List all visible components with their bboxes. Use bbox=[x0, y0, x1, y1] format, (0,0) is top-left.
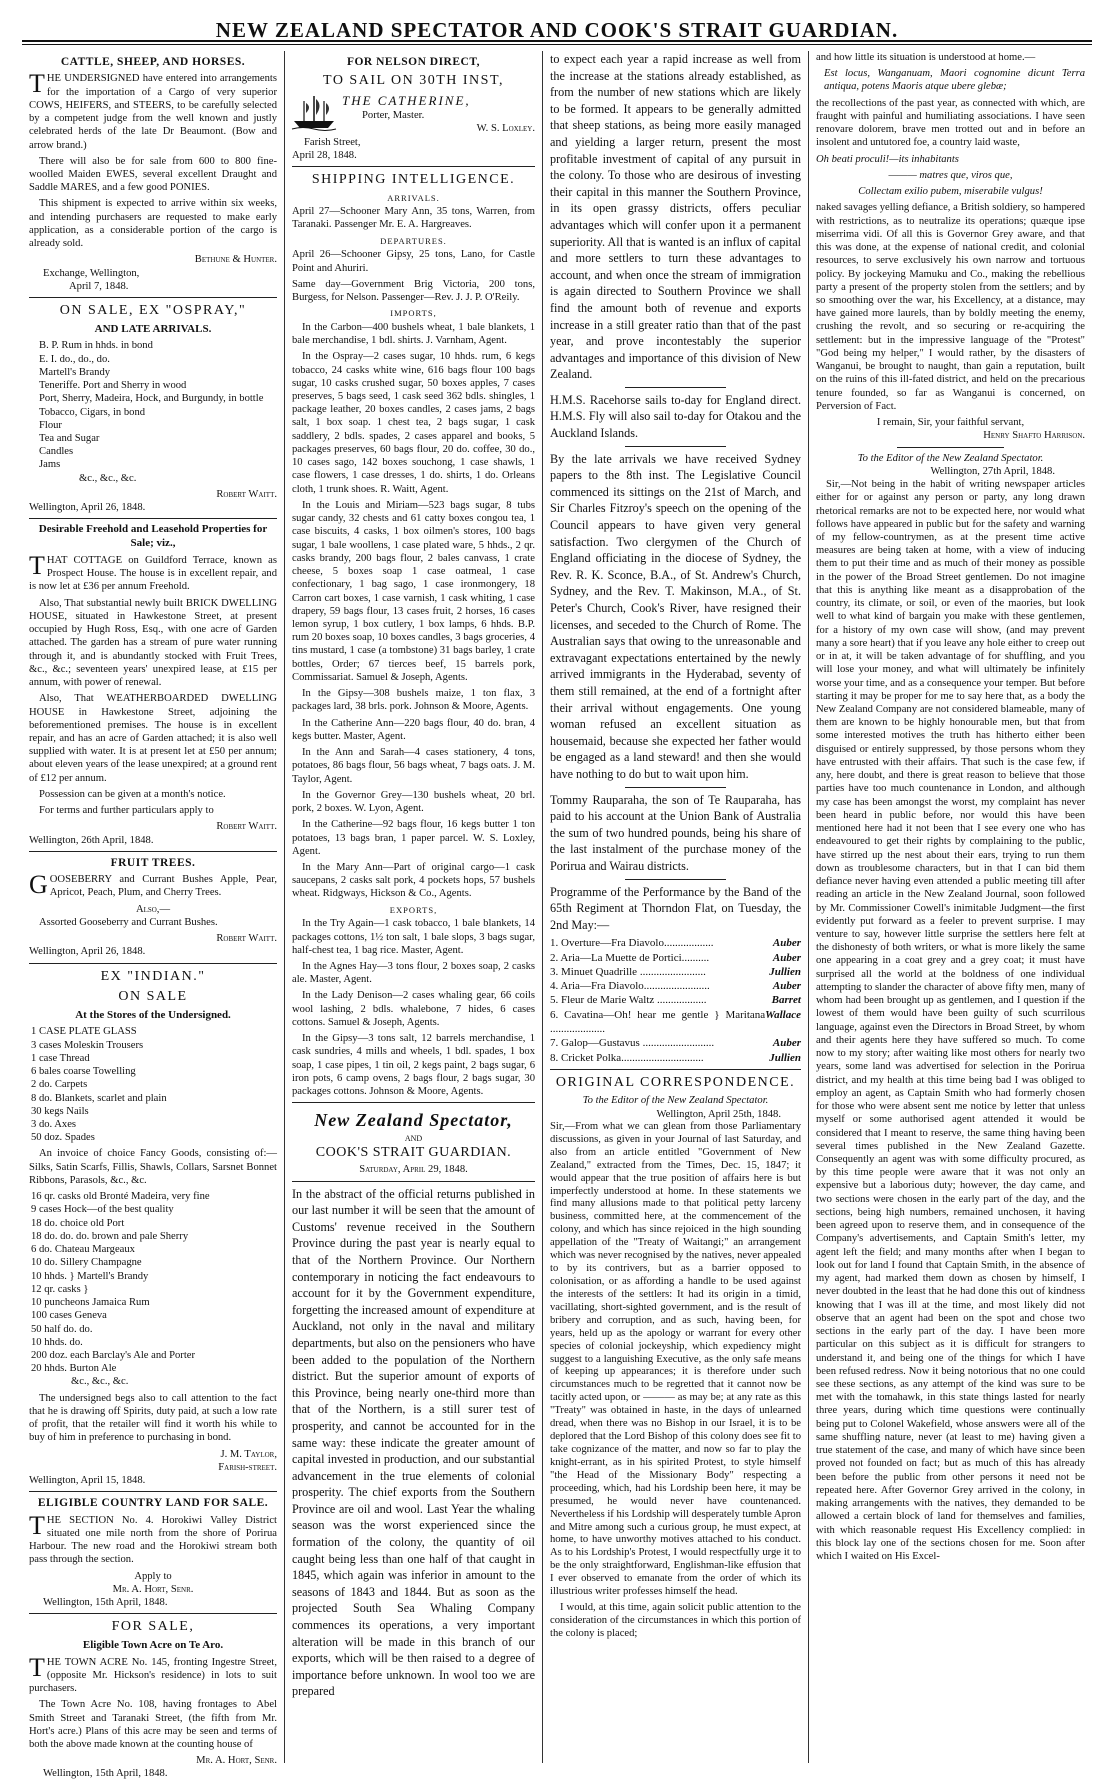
list-item: Candles bbox=[39, 446, 74, 458]
letter-date: Wellington, April 25th, 1848. bbox=[656, 1108, 781, 1120]
letter-body: naked savages yelling defiance, a British soldiery, so hampered with restrictions, as to neutralize its operations; quæque ipse miserrima vidi. Of all this is Governor Grey aware, and that this was done, at the expense of national credit, and colonial resources, to serve exclusively his own narrow and tortuous policy. By jockeying Mamuku and Co., making the rebellious party a present of the property stolen from the settlers; and by so smoothing over the war, his Excellency, at a distance, may have gained more laurels, than by boldly meeting the enemy, crushing the revolt, and so securing or re-acquiring the settlement: but in the impressive language of the "Protest" "God being my helper," I would rather, by the disasters of Wanganui, be brought to naught, than gain a reputation, built on the ruins of this ill-fated district, and held on the precarious tenure founded, so far as Wanganui is concerned, on Perversion of Fact. bbox=[816, 202, 1085, 412]
list-item: B. P. Rum in hhds. in bond bbox=[39, 340, 153, 352]
section-subhead: IMPORTS, bbox=[390, 308, 437, 319]
shipping-entry: In the Ann and Sarah—4 cases stationery, 4 tons, potatoes, 86 bags flour, 56 bags wheat, 7 bags oats. J. M. Taylor, Agent. bbox=[292, 747, 535, 785]
ad-date: Wellington, April 26, 1848. bbox=[29, 502, 146, 514]
divider bbox=[897, 447, 1005, 448]
ad-body: THAT COTTAGE on Guildford Terrace, known as Prospect House. The house is in excellent repair, and is now let at £36 per annum Freehold. bbox=[29, 550, 277, 593]
list-item: &c., &c., &c. bbox=[79, 472, 137, 484]
letter-signature: Henry Shafto Harrison. bbox=[983, 430, 1085, 442]
programme-composer: Wallace bbox=[765, 1008, 801, 1021]
shipping-entry: In the Ospray—2 cases sugar, 10 hhds. rum, 6 kegs tobacco, 24 casks white wine, 616 bags flour 100 bags sugar, 10 casks crushed sugar, 50 boxes apples, 7 cases preserves, 5 bags seed, 1 cask seed 362 bdls. shingles, 1 package leather, 20 boxes candles, 2 cases jams, 2 bags salt, 1 box soap. 1 chest tea, 2 bags sugar, 1 cask saddlery, 2 bdls. spades, 2 cases apparel and books, 5 packages preserves, 60 bags flour, 20 do. coffee, 30 do., 10 cases sago, 142 boxes souchong, 1 case shawls, 1 case flowers, 1 case dresses, 1 do. shirts, 1 do. Orleans cloth, 1 trunk shoes. R. Waitt, Agent. bbox=[292, 351, 535, 495]
ad-title: CATTLE, SHEEP, AND HORSES. bbox=[60, 56, 246, 68]
ad-subtitle: Eligible Town Acre on Te Aro. bbox=[82, 1638, 224, 1651]
divider bbox=[292, 166, 535, 167]
divider bbox=[625, 387, 725, 388]
ad-body: For terms and further particulars apply to bbox=[39, 805, 214, 817]
programme-composer: Auber bbox=[772, 1037, 801, 1050]
letter-address: To the Editor of the New Zealand Spectator. bbox=[857, 452, 1044, 464]
ad-body: Also, That WEATHERBOARDED DWELLING HOUSE in Hawkestone Street, adjoining the beforementioned premises. The house is in excellent repair, and has an acre of Garden attached; it is also well supplied with water. It is at present let at £50 per annum; about eleven years of the lease unexpired; at a ground rent of £12 per annum. bbox=[29, 693, 277, 784]
shipping-entry: In the Gipsy—308 bushels maize, 1 ton flax, 3 packages lard, 38 brls. pork. Johnson & Moore, Agents. bbox=[292, 688, 535, 713]
ship-icon bbox=[292, 93, 336, 131]
shipping-entry: In the Agnes Hay—3 tons flour, 2 boxes soap, 2 casks ale. Master, Agent. bbox=[292, 961, 535, 986]
list-item: 10 do. Sillery Champagne bbox=[31, 1257, 142, 1269]
shipping-entry: In the Mary Ann—Part of original cargo—1 cask saucepans, 2 casks salt pork, 4 pockets hops, 57 bushels wheat. Ridgways, Hickson & Co., Agents. bbox=[292, 861, 535, 900]
ad-body: There will also be for sale from 600 to 800 fine-woolled Maiden EWES, several excellent Draught and Saddle MARES, and a few good PONIES. bbox=[29, 155, 277, 194]
list-item: 6 do. Chateau Margeaux bbox=[31, 1244, 135, 1256]
list-item: 200 doz. each Barclay's Ale and Porter bbox=[31, 1350, 195, 1361]
ship-master: Porter, Master. bbox=[362, 110, 425, 122]
list-item: 12 qr. casks } bbox=[31, 1283, 89, 1295]
ad-title: EX "INDIAN." bbox=[100, 968, 206, 984]
divider bbox=[29, 297, 277, 298]
list-item: 3 cases Moleskin Trousers bbox=[31, 1039, 144, 1051]
programme-composer: Auber bbox=[772, 937, 801, 950]
correspondence bbox=[550, 1074, 801, 1641]
programme-item bbox=[550, 951, 801, 965]
list-item: 20 hhds. Burton Ale bbox=[31, 1363, 117, 1375]
list-item: 18 do. choice old Port bbox=[31, 1217, 125, 1229]
shipping-entry: In the Try Again—1 cask tobacco, 1 bale blankets, 14 packages cottons, 1½ ton salt, 1 bale slops, 3 bags sugar, half-chest tea, 1 bag rice. Master, Agent. bbox=[292, 918, 535, 956]
divider bbox=[625, 787, 725, 788]
shipping-entry: Same day—Government Brig Victoria, 200 tons, Burgess, for Nelson. Passenger—Rev. J. J. P. O'Reily. bbox=[292, 278, 535, 303]
ad-signature: Mr. A. Hort, Senr. bbox=[196, 1755, 277, 1767]
ad-body: Also, That substantial newly built BRICK DWELLING HOUSE, situated in Hawkestone Street, at present occupied by Hugh Ross, Esq., with one acre of Garden attached. The garden has a stream of pure water running through it, and is abundantly stocked with Fruit Trees, &c., &c.; seventeen years' unexpired lease, at £15 per annum, with power of renewal. bbox=[29, 597, 277, 689]
ad-signature: Farish-street. bbox=[218, 1461, 277, 1473]
programme-title: 4. Aria—Fra Diavolo........................ bbox=[550, 980, 710, 993]
list-item: Flour bbox=[39, 419, 62, 431]
ad-body: This shipment is expected to arrive within six weeks, and intending purchasers are requested to make early application, as a considerable portion of the cargo is already sold. bbox=[29, 198, 277, 250]
latin-quote: Est locus, Wanganuam, Maori cognomine dicunt Terra antiqua, potens Maoris atque ubere glebæ; bbox=[824, 68, 1085, 93]
ad-date: Wellington, 15th April, 1848. bbox=[43, 1768, 168, 1780]
column-1 bbox=[22, 51, 284, 1780]
ad-body: The undersigned begs also to call attention to the fact that he is drawing off Spirits, duty paid, at such a low rate of profit, that the retailer will find it worth his while to buy of him in preference to purchasing in bond. bbox=[29, 1392, 277, 1444]
programme-item bbox=[550, 979, 801, 993]
section-subhead: EXPORTS, bbox=[389, 904, 438, 915]
section-title: SHIPPING INTELLIGENCE. bbox=[311, 172, 516, 188]
list-item: 10 hhds. do. bbox=[31, 1336, 83, 1348]
ad-also: Also,— bbox=[135, 903, 171, 915]
list-item: 6 bales coarse Towelling bbox=[31, 1066, 136, 1078]
list-item: 8 do. Blankets, scarlet and plain bbox=[31, 1092, 167, 1104]
divider bbox=[29, 851, 277, 852]
ad-date: April 28, 1848. bbox=[292, 149, 357, 161]
ad-body: An invoice of choice Fancy Goods, consisting of:—Silks, Satin Scarfs, Fillis, Shawls, Collars, Sarsnet Bonnet Ribbons, Parasols, &c., &c. bbox=[29, 1148, 277, 1186]
ad-te-aro bbox=[29, 1618, 277, 1780]
ad-body: THE TOWN ACRE No. 145, fronting Ingestre Street, (opposite Mr. Hickson's residence) in lots to suit purchasers. bbox=[29, 1652, 277, 1695]
list-item: &c., &c., &c. bbox=[71, 1376, 129, 1388]
programme-composer: Barret bbox=[771, 994, 801, 1007]
programme-title: 6. Cavatina—Oh! hear me gentle } Maritana .................... bbox=[550, 1008, 766, 1036]
programme-title: 5. Fleur de Marie Waltz .................. bbox=[550, 994, 707, 1007]
list-item: 100 cases Geneva bbox=[31, 1310, 107, 1322]
letter-continued: and how little its situation is understood at home.— bbox=[816, 52, 1036, 63]
programme-composer: Jullien bbox=[769, 1051, 801, 1064]
list-item: 10 puncheons Jamaica Rum bbox=[31, 1297, 150, 1309]
divider bbox=[29, 1491, 277, 1492]
list-item: 16 qr. casks old Bronté Madeira, very fine bbox=[31, 1191, 210, 1203]
shipping-entry: In the Governor Grey—130 bushels wheat, 20 brl. pork, 2 boxes. W. Lyon, Agent. bbox=[292, 789, 535, 815]
section-subhead: ARRIVALS. bbox=[387, 192, 440, 203]
shipping-entry: In the Catherine Ann—220 bags flour, 40 do. bran, 4 kegs butter. Master, Agent. bbox=[292, 717, 535, 742]
news-item: By the late arrivals we have received Sydney papers to the 8th inst. The Legislative Council commenced its sittings on the 21st of March, and Sir Charles Fitzroy's speech on the opening of the Council appears to have given very general satisfaction. Two clergymen of the Church of England officiating in the diocese of Sydney, the Rev. R. K. Sconce, B.A., of St. Andrew's Church, Sydney, and the Rev. T. Makinson, M.A., of St. Peter's Church, Cook's River, have resigned their licenses, and seceded to the Church of Rome. The Australian says that owing to the unreasonable and extravagant expectations entertained by the newly arrived immigrants in the Hyderabad, seventy of them still remained, at the end of a fortnight after their arrival without engagements. One young woman refused an excellent situation as housemaid, because she expected her father would be engaged as a land steward! and then she would have nothing to do but to wait upon him. bbox=[550, 451, 801, 781]
nameplate-subtitle: COOK'S STRAIT GUARDIAN. bbox=[315, 1144, 512, 1160]
ad-signature: Bethune & Hunter. bbox=[194, 254, 277, 266]
ad-indian bbox=[29, 968, 277, 1488]
ad-country-land bbox=[29, 1496, 277, 1609]
list-item: 18 do. do. do. brown and pale Sherry bbox=[31, 1230, 189, 1242]
news-item: H.M.S. Racehorse sails to-day for England direct. H.M.S. Fly will also sail to-day for Otakou and the Auckland Islands. bbox=[550, 392, 801, 441]
ad-signature: Robert Waitt. bbox=[216, 821, 277, 833]
ad-date: Wellington, 15th April, 1848. bbox=[43, 1597, 168, 1609]
ad-ospray bbox=[29, 302, 277, 514]
ad-cattle bbox=[29, 55, 277, 293]
news-item: Tommy Rauparaha, the son of Te Rauparaha, has paid to his account at the Union Bank of Australia the sum of two hundred pounds, being his share of the last instalment of the purchase money of the Porirua and Wairau districts. bbox=[550, 792, 801, 873]
ad-date: Wellington, 26th April, 1848. bbox=[29, 834, 154, 846]
ad-subtitle: At the Stores of the Undersigned. bbox=[75, 1008, 231, 1021]
ad-freehold bbox=[29, 523, 277, 846]
divider bbox=[625, 446, 725, 447]
list-item: 1 CASE PLATE GLASS bbox=[31, 1026, 137, 1038]
ad-apply: Apply to bbox=[134, 1570, 172, 1582]
list-item: 1 case Thread bbox=[31, 1052, 90, 1064]
ad-title: FOR SALE, bbox=[111, 1619, 195, 1635]
shipping-entry: In the Lady Denison—2 cases whaling gear, 66 coils wool lashing, 2 bdls. whalebone, 7 hides, 6 cases cottons. Samuel & Joseph, Agents. bbox=[292, 990, 535, 1028]
ad-date: April 7, 1848. bbox=[69, 280, 129, 292]
shipping-entry: April 27—Schooner Mary Ann, 35 tons, Warren, from Taranaki. Passenger Mr. E. A. Hargreaves. bbox=[292, 206, 535, 231]
list-item: Port, Sherry, Madeira, Hock, and Burgundy, in bottle bbox=[39, 393, 264, 405]
list-item: 50 doz. Spades bbox=[31, 1132, 95, 1144]
list-item: 50 half do. do. bbox=[31, 1323, 93, 1335]
letter-closing: I remain, Sir, your faithful servant, bbox=[876, 417, 1025, 429]
ad-title: ELIGIBLE COUNTRY LAND FOR SALE. bbox=[37, 1497, 269, 1510]
letter-address: To the Editor of the New Zealand Spectator. bbox=[582, 1095, 769, 1107]
shipping-intelligence bbox=[292, 171, 535, 1098]
divider bbox=[29, 1613, 277, 1614]
divider bbox=[550, 1069, 801, 1070]
ad-signature: Mr. A. Hort, Senr. bbox=[112, 1583, 194, 1595]
ad-address: Farish Street, bbox=[304, 136, 361, 148]
ad-item-list bbox=[29, 1190, 277, 1389]
programme-list bbox=[550, 936, 801, 1065]
programme-item bbox=[550, 965, 801, 979]
programme-item bbox=[550, 936, 801, 950]
ship-notice bbox=[292, 93, 535, 136]
letter-body: Sir,—Not being in the habit of writing newspaper articles either for or against any person or party, any long drawn rhetorical remarks are not to be expected here, nor would what follows have appeared in public but for the safety and warning of my fellow-countrymen, as at the present time active measures are being taken at home, with a view of inducing them to put their time and as much of their money as possible in the power of the Broad Street gentlemen. Do not imagine that this is anything like meant as a disapprobation of the country, its climate, or soil, or even of the maories, but look well to what kind of bargain you make with these gentlemen, for a history of my own case will show, (and may prevent many a sore heart) that if you leave any hole either to creep out or in at, it will be taken advantage of for shuffling, and you will lose your money, and what will ultimately be infinitely worse your time, and as a consequence your temper. But before starting it may be proper for me to say here that, as a body the New Zealand Company are not considered blameable, many of them are known to be highly honourable men, but that from some interested motives the truth has hitherto either been disguised or entirely suppressed, by those persons whom they have entrusted with their affairs. That such is the case few, if any, here doubt, and there is great reason to believe that those parties have too much countenance in London, and although my case has been amongst the worst, my complaint has never been heard in public before, nor would this have been mentioned here had it not been that I see every one who has endeavoured to get their rights by complaining to the public, have stirred up the nest about their ears, trying to run them down as troublesome characters, but in that I can bid them defiance never having even attended a public meeting till after reading an article in the New Zealand Journal, soon followed by Mr. Commissioner Cowell's inimitable Judgment—the first evidently put forward as a feeler to prevent surprise. I may venture to say, however little surprise the settlers here felt at the dishonesty of both writers, or what is more likely the same one appearing in a coat grey and a grey coat; it must have surprised all the world at the boldness of one individual attempting to slander the character of above fifty men, many of whom had been brought up as gentlemen, and I question if the lowest of them would have been guilty of such scurrilous language, against even the Directors in Broad Street, by whom and their agents here they have suffered so much. To come now to my story; after waiting like most others for nearly two years, some land was advertised for selection in the Porirua district, and my health at this time being bad I was obliged to employ an agent, as Captain Smith who had formerly chosen for those who were absent sent me notice by letter that unless myself or some authorised agent attended it would be considered that I meant to reserve, the same thing having been several times published in the New Zealand Gazette. Consequently an agent was with some difficulty procured, as by this time people were aware that it was not only an expensive but a laborious duty; however, the day came, and two sections were chosen in the early part of the day, and the sections, being high numbers, remained unchosen, it having been agreed upon to reserve them, and in consequence of the Company's advertisements, and Captain Smith's letter, my agent left the field; and many months after when I began to look out for land I found that Captain Smith, in the absence of my agent, had marked them down as chosen by himself, I never doubted in the least that he had done this out of kindness knowing that I was ill at the time, and most likely did not observe that an agent had been on the spot and chose two sections in the early part of the day. I have been more particular on this subject as it is difficult for strangers to understand it, and being one of the things for which I have been refused redress. Now it being notorious that no one could see these sections, as any attempt of the kind was sure to be met with the tomahawk, in this state things lasted for nearly three years, during which time questions were continually being put to Colonel Wakefield, whose answers were all of the same shuffling nature, never (at least to me) having given a true statement of the case, and many of which have since been proved not founded on fact; but as much of this has already been before the public from other persons it need not be repeated here. After Governor Grey arrived in the colony, in making arrangements with the natives, they demanded to be allowed a certain block of land for themselves and families, with which reasonable request His Excellency complied: in this block lay one of the sections chosen for me. Soon after which I waited on His Excel- bbox=[816, 479, 1085, 1563]
list-item: E. I. do., do., do. bbox=[39, 353, 110, 365]
programme-title: 3. Minuet Quadrille ........................ bbox=[550, 965, 706, 978]
ad-body: The Town Acre No. 108, having frontages to Abel Smith Street and Taranaki Street, (the fifth from Mr. Hort's acre.) Plans of this acre may be seen and terms of both the above made known at the counting house of bbox=[29, 1699, 277, 1751]
ad-item-list bbox=[29, 1025, 277, 1144]
letter-body: the recollections of the past year, as connected with which, are fraught with painful and humiliating associations. I have seen renovare dolorem, brave men trotted out and in before an insolent and untutored foe, a country laid waste, bbox=[816, 97, 1085, 149]
ad-body: Assorted Gooseberry and Currant Bushes. bbox=[39, 916, 218, 928]
latin-quote: ——— matres que, viros que, bbox=[888, 169, 1013, 181]
divider bbox=[292, 1102, 535, 1103]
column-2 bbox=[284, 51, 542, 1763]
shipping-entry: In the Carbon—400 bushels wheat, 1 bale blankets, 1 bale merchandise, 1 bdl. shirts. J. Varnham, Agent. bbox=[292, 321, 535, 347]
ad-body: THE UNDERSIGNED have entered into arrangements for the importation of a Cargo of very superior COWS, HEIFERS, and STEERS, to be carefully selected by a competent judge from the well known and justly celebrated herds of the late Dr Beaumont. (Bow and arrow brand.) bbox=[29, 69, 277, 151]
ad-fruit-trees bbox=[29, 856, 277, 959]
ad-item-list bbox=[29, 339, 277, 485]
letter-body: I would, at this time, again solicit public attention to the consideration of the circumstances in which this portion of the colony is placed; bbox=[550, 1602, 801, 1639]
programme-composer: Auber bbox=[772, 951, 801, 964]
programme-item bbox=[550, 1008, 801, 1037]
programme-composer: Auber bbox=[772, 980, 801, 993]
programme-title: 2. Aria—La Muette de Portici.......... bbox=[550, 951, 710, 964]
ad-body: THE SECTION No. 4. Horokiwi Valley District situated one mile north from the shore of Porirua Harbour. The new road and the Horokiwi stream both pass through the section. bbox=[29, 1510, 277, 1566]
column-4 bbox=[808, 51, 1092, 1763]
list-item: Martell's Brandy bbox=[39, 366, 111, 378]
programme-title: 7. Galop—Gustavus .......................... bbox=[550, 1037, 715, 1050]
ad-signature: Robert Waitt. bbox=[216, 933, 277, 945]
masthead: NEW ZEALAND SPECTATOR AND COOK'S STRAIT GUARDIAN. bbox=[215, 18, 899, 42]
ad-body: Possession can be given at a month's notice. bbox=[39, 788, 226, 800]
list-item: 3 do. Axes bbox=[31, 1119, 77, 1131]
programme-item bbox=[550, 1036, 801, 1050]
nameplate-and: AND bbox=[404, 1133, 423, 1143]
ad-title: FRUIT TREES. bbox=[110, 856, 196, 869]
band-programme bbox=[550, 884, 801, 1065]
ad-subtitle: AND LATE ARRIVALS. bbox=[94, 322, 212, 335]
list-item: 9 cases Hock—of the best quality bbox=[31, 1204, 174, 1216]
ad-title: ON SALE bbox=[118, 989, 188, 1005]
ad-subtitle: TO SAIL ON 30TH INST, bbox=[323, 73, 504, 89]
ad-date: Wellington, April 26, 1848. bbox=[29, 946, 146, 958]
editorial-continued: to expect each year a rapid increase as well from the increase at the stations already established, as from the number of new stations which are likely to be formed. It appears to be generally admitted that sheep stations, as being more easily managed and yielding a larger return, present the most profitable investment of capital of any pursuit in the colony. To those who are desirous of investing their capital in this manner the Southern Province, in its open grassy districts, offers peculiar advantages which will confer upon it a permanent superiority. All that is wanted is an influx of capital and more settlers to turn these advantages to account, and when once the stream of immigration is again directed to Southern Province we shall find the amount both of revenue and exports increase in a still greater ratio than that of the past year, and prove incontestably the superior advantages and importance of this division of New Zealand. bbox=[550, 52, 801, 382]
programme-title: 1. Overture—Fra Diavolo.................. bbox=[550, 937, 714, 950]
list-item: Teneriffe. Port and Sherry in wood bbox=[39, 380, 187, 392]
divider bbox=[625, 879, 725, 880]
ship-name: THE CATHERINE, bbox=[342, 92, 471, 108]
section-subhead: DEPARTURES. bbox=[380, 235, 447, 246]
ad-signature: J. M. Taylor, bbox=[220, 1448, 277, 1460]
programme-title: 8. Cricket Polka.............................. bbox=[550, 1051, 704, 1064]
editorial bbox=[292, 1186, 535, 1700]
ad-signature: W. S. Loxley. bbox=[476, 123, 535, 135]
nameplate bbox=[292, 1109, 535, 1176]
latin-quote: Collectam exilio pubem, miserabile vulgus! bbox=[858, 186, 1043, 198]
shipping-entry: April 26—Schooner Gipsy, 25 tons, Lano, for Castle Point and Ahuriri. bbox=[292, 249, 535, 274]
ad-title: ON SALE, EX "OSPRAY," bbox=[59, 303, 247, 319]
shipping-entry: In the Gipsy—3 tons salt, 12 barrels merchandise, 1 cask sundries, 4 mills and wheels, 1 bdl. spades, 1 box soap, 1 case pipes, 1 tin oil, 2 kegs paint, 2 bags sugar, 6 iron pots, 6 camp ovens, 2 bags flour, 2 bags sugar, 30 packages cottons. Johnson & Moore, Agents. bbox=[292, 1033, 535, 1098]
list-item: Tea and Sugar bbox=[39, 433, 100, 445]
programme-item bbox=[550, 1051, 801, 1065]
programme-intro: Programme of the Performance by the Band of the 65th Regiment at Thorndon Flat, on Tuesday, the 2nd May:— bbox=[550, 884, 801, 932]
ad-title: Desirable Freehold and Leasehold Properties for Sale; viz., bbox=[38, 523, 268, 550]
list-item: 30 kegs Nails bbox=[31, 1105, 89, 1117]
column-3 bbox=[542, 51, 808, 1763]
section-title: ORIGINAL CORRESPONDENCE. bbox=[555, 1074, 796, 1090]
ad-signature: Robert Waitt. bbox=[216, 488, 277, 500]
divider bbox=[29, 963, 277, 964]
ad-date: Exchange, Wellington, bbox=[43, 267, 140, 279]
columns bbox=[22, 51, 1092, 1780]
programme-composer: Jullien bbox=[769, 965, 801, 978]
editorial-body: In the abstract of the official returns published in our last number it will be seen that the amount of Customs' revenue received in the Southern Province during the past year is nearly equal to that of the Northern Province. Our Northern contemporary in noticing the fact endeavours to account for it by the Government expenditure, forgetting the increased amount of expenditure at Auckland, not only in the naval and military departments, but also on the pensioners who have been added to the population of the Northern district. But the superior amount of exports of this Province, being nearly one-third more than that of the Northern, is a still surer test of prosperity, and cannot be accounted for in the same way: these indicate the greater amount of capital invested in production, and our substantial advancement in the true elements of colonial prosperity. The chief exports from the Southern Province are oil and wool. Last Year the whaling season was the worst experienced since the formation of the colony, the quantity of oil caught being less than one half of that caught in 1845, which again was inferior in amount to the seasons of 1843 and 1844. But as soon as the projected South Sea Whaling Company commences its operations, a very important alteration will be made in this branch of our exports, which will be then raised to a degree of importance before unknown. In wool too we are prepared bbox=[292, 1186, 535, 1699]
list-item: 2 do. Carpets bbox=[31, 1079, 88, 1091]
list-item: Jams bbox=[39, 459, 61, 471]
nameplate-title: New Zealand Spectator, bbox=[314, 1110, 513, 1131]
letter-body: Sir,—From what we can glean from those Parliamentary discussions, as given in your Journal of last Saturday, and also from an article entitled "Government of New Zealand," extracted from the Times, Dec. 15, 1847; it would appear that the true position of affairs here is but imperfectly understood at home. In these statements we find many allusions made to that political petty larceny business, committed here, at the commencement of the colony, and which has since rejoiced in the high sounding appellation of the "Treaty of Waitangi;" an arrangement which was never recognised by the natives, never appealed to by its contrivers, but as a barrier opposed to colonisation, or as affording a handle to be used against the interests of the settlers: It had its origin in a timid, vacillating, short-sighted government, and is the result of bribery and corruption, and as such, having been, for years, held up as the apology or warrant for every other species of colonial jockeyship, which expediency might suggest to a languishing Executive, as the only safe means of keeping up appearances; it is therefore under such circumstances much to be regretted that it cannot now be tacitly acted upon, or ——— as may be; at any rate as this "Treaty" was obtained in haste, in the days of unlearned dread, when there was no Bishop in our Israel, it is to be deplored that the Lord Bishop of this colony does see fit to take cognizance of the matter, and now so far to play the knight-errant, as in his spirited Protest, to style himself "the Head of the Missionary Body" respecting a proceeding, which, had his Lordship been here, it may be presumed, he would never have countenanced. Nevertheless if his Lordship will desperately tumble Apron and Mitre among such a curious group, he must expect, at home, to have unworthy motives attached to his conduct. As to his Lordship's Protest, I would respectfully urge it to be the only straightforward, Englishman-like effusion that I ever observed to emanate from the order of which its illustrious writer professes himself the head. bbox=[550, 1120, 801, 1598]
nameplate-date: Saturday, April 29, 1848. bbox=[359, 1164, 468, 1176]
ad-date: Wellington, April 15, 1848. bbox=[29, 1475, 146, 1487]
divider bbox=[29, 518, 277, 519]
shipping-entry: In the Catherine—92 bags flour, 16 kegs butter 1 ton potatoes, 13 bags bran, 1 paper parcel. W. S. Loxley, Agent. bbox=[292, 819, 535, 857]
shipping-entry: In the Louis and Miriam—523 bags sugar, 8 tubs sugar candy, 32 chests and 61 catty boxes congou tea, 1 case biscuits, 4 casks, 1 box oilmen's stores, 100 bags sugar, 1 bale woollens, 1 case plated ware, 5 hhds., 2 qr. casks brandy, 200 bags flour, 2 bales canvass, 1 crate cheese, 5 boxes soap 1 case oatmeal, 1 case confectionary, 1 bag sago, 1 case ironmongery, 18 Carron cart boxes, 1 case varnish, 1 cask whiting, 1 case drapery, 59 bags flour, 13 cases fruit, 2 horses, 16 cases lemon syrup, 1 box cutlery, 1 box lamps, 6 hhds. B.P. rum 20 boxes soap, 10 boxes candles, 3 bags groceries, 4 tins mustard, 1 case (a tombstone) 31 bags barley, 1 crate bottles, Order; 67 tierces beef, 15 barrels pork, Commissariat. Samuel & Joseph, Agents. bbox=[292, 499, 535, 683]
ad-body: GOOSEBERRY and Currant Bushes Apple, Pear, Apricot, Peach, Plum, and Cherry Trees. bbox=[29, 870, 277, 900]
list-item: Tobacco, Cigars, in bond bbox=[39, 406, 146, 418]
latin-quote: Oh beati proculi!—its inhabitants bbox=[816, 153, 959, 165]
programme-item bbox=[550, 993, 801, 1007]
letter-date: Wellington, 27th April, 1848. bbox=[930, 465, 1055, 477]
ad-nelson bbox=[292, 55, 535, 162]
list-item: 10 hhds. } Martell's Brandy bbox=[31, 1270, 149, 1282]
divider bbox=[292, 1181, 535, 1182]
ad-title: FOR NELSON DIRECT, bbox=[346, 56, 481, 68]
